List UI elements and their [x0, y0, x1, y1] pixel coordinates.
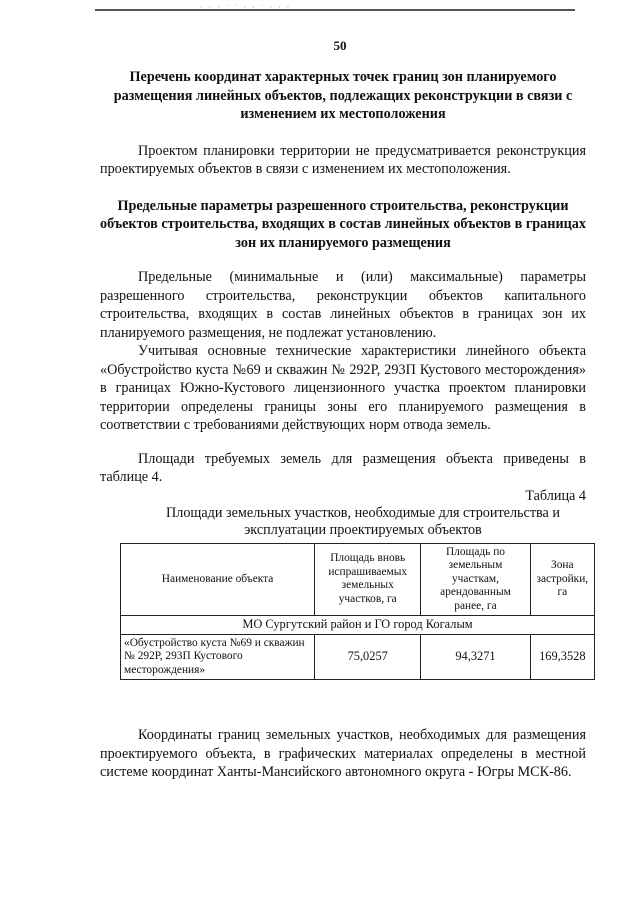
header-zone: Зона застройки, га	[530, 543, 594, 616]
document-body	[100, 68, 589, 782]
cell-new-area: 75,0257	[315, 634, 421, 680]
table-row	[121, 634, 595, 680]
header-leased-area: Площадь по земельным участкам, арендованным ранее, га	[421, 543, 530, 616]
cell-zone: 169,3528	[530, 634, 594, 680]
section2-paragraph-2: Учитывая основные технические характеристики линейного объекта «Обустройство куста №69 и скважин № 292Р, 293П Кустового месторождения» в границах Южно-Кустового лицензионного участка проектом планировки территории определены границы зоны его планируемого размещения в соответствии с требованиями действующих норм отвода земель.	[100, 343, 586, 433]
header-object-name: Наименование объекта	[121, 543, 315, 616]
section2-paragraph-3: Площади требуемых земель для размещения объекта приведены в таблице 4.	[100, 450, 586, 485]
header-new-area: Площадь вновь испрашиваемых земельных участков, га	[315, 543, 421, 616]
land-area-table	[120, 543, 595, 681]
page-number: 50	[333, 38, 347, 53]
section2-heading: Предельные параметры разрешенного строительства, реконструкции объектов строительства, входящих в состав линейных объектов в границах зон их планируемого размещения	[100, 197, 586, 251]
section1-paragraph: Проектом планировки территории не предусматривается реконструкция проектируемых объектов в связи с изменением их местоположения.	[100, 142, 586, 177]
table-header-row	[121, 543, 595, 616]
closing-paragraph: Координаты границ земельных участков, необходимых для размещения проектируемого объекта, в графических материалах определены в местной системе координат Ханты-Мансийского автономного округа - Югры МСК-86.	[100, 727, 586, 780]
table-region-row	[121, 616, 595, 635]
cell-leased-area: 94,3271	[421, 634, 530, 680]
table-label: Таблица 4	[525, 487, 586, 504]
region-cell: МО Сургутский район и ГО город Когалым	[121, 616, 595, 635]
section2-paragraph-1: Предельные (минимальные и (или) максимальные) параметры разрешенного строительства, реконструкции объектов капитального строительства, входящих в состав линейных объектов в границах зон их планируемого размещения, не подлежат установлению.	[100, 269, 586, 341]
table-caption: Площади земельных участков, необходимые для строительства и эксплуатации проектируемых объектов	[166, 504, 560, 538]
scan-noise: · · · ˙ ˙ · · ˙ · · ·	[200, 3, 292, 12]
cell-object-name: «Обустройство куста №69 и скважин № 292Р, 293П Кустового месторождения»	[121, 634, 315, 680]
section1-heading: Перечень координат характерных точек границ зон планируемого размещения линейных объектов, подлежащих реконструкции в связи с изменением их местоположения	[113, 69, 573, 122]
